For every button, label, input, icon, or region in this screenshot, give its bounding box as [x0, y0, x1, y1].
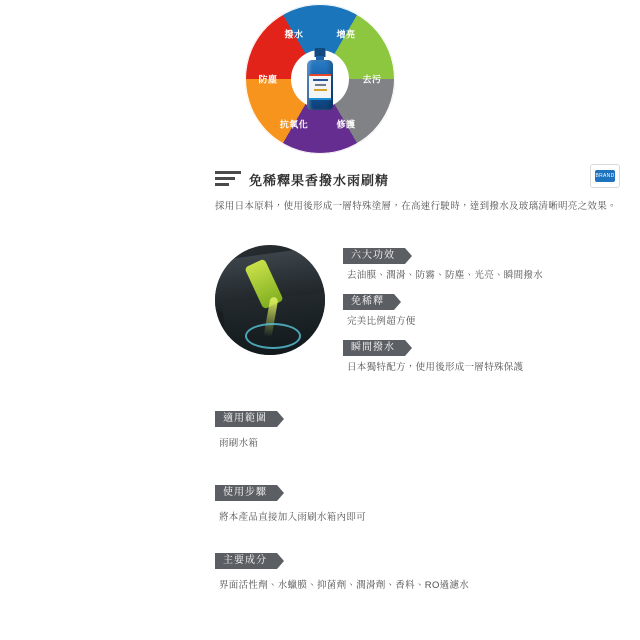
feature-tag-wrap-2 — [343, 291, 620, 314]
feature-tag-1: 六大功效 — [343, 248, 405, 264]
section-text-2: 將本產品直接加入雨刷水箱內即可 — [219, 512, 367, 523]
decor-bar-3 — [215, 183, 229, 186]
section-text-1: 雨刷水箱 — [219, 438, 259, 449]
wheel-label-5: 防塵 — [258, 74, 278, 85]
feature-block — [215, 245, 620, 395]
wheel-label-3: 修護 — [336, 119, 356, 130]
water-ring — [245, 323, 301, 349]
feature-text-2: 完美比例超方便 — [347, 316, 416, 328]
feature-tag-3: 瞬間撥水 — [343, 340, 405, 356]
label-line-1 — [313, 79, 328, 81]
title-row — [215, 170, 620, 189]
label-line-3 — [314, 89, 327, 91]
bottle-label — [309, 74, 331, 100]
product-title-block — [215, 170, 620, 216]
section-ingredients — [215, 550, 620, 594]
bottle-icon — [305, 48, 335, 110]
feature-text-1: 去油膜、潤滑、防霧、防塵、光亮、瞬間撥水 — [347, 270, 544, 281]
car-windshield-photo — [215, 245, 325, 355]
wheel-label-6: 撥水 — [284, 29, 304, 40]
decor-bar-1 — [215, 171, 241, 174]
section-tag-3: 主要成分 — [215, 553, 277, 569]
feature-item-2 — [343, 291, 620, 330]
section-text-3: 界面活性劑、水蠟膜、抑菌劑、潤滑劑、香料、RO過濾水 — [219, 580, 470, 591]
section-usage-steps — [215, 482, 620, 526]
section-tag-1: 適用範圍 — [215, 411, 277, 427]
hero-banner — [0, 0, 640, 160]
benefits-wheel — [245, 4, 395, 154]
feature-text-3: 日本獨特配方，使用後形成一層特殊保護 — [347, 362, 524, 374]
title-decor-bars — [215, 171, 241, 189]
wheel-label-4: 抗氧化 — [279, 119, 309, 130]
decor-bar-2 — [215, 177, 235, 180]
feature-item-3 — [343, 337, 620, 376]
section-tag-2: 使用步驟 — [215, 485, 277, 501]
product-intro: 採用日本原料，使用後形成一層特殊塗層，在高速行駛時，達到撥水及玻璃清晰明亮之效果。 — [215, 201, 617, 212]
section-usage-scope — [215, 408, 620, 452]
page-title: 免稀釋果香撥水雨刷精 — [249, 173, 390, 188]
feature-tag-wrap-1 — [343, 245, 620, 268]
bottle-body — [307, 60, 333, 110]
brand-logo-icon — [590, 164, 620, 188]
feature-item-1 — [343, 245, 620, 284]
feature-callouts — [343, 245, 620, 383]
feature-tag-wrap-3 — [343, 337, 620, 360]
wheel-label-1: 增亮 — [336, 29, 356, 40]
wheel-label-2: 去污 — [362, 74, 382, 85]
brand-logo-text: BRAND — [595, 170, 615, 182]
label-line-2 — [315, 84, 326, 86]
feature-tag-2: 免稀釋 — [343, 294, 394, 310]
